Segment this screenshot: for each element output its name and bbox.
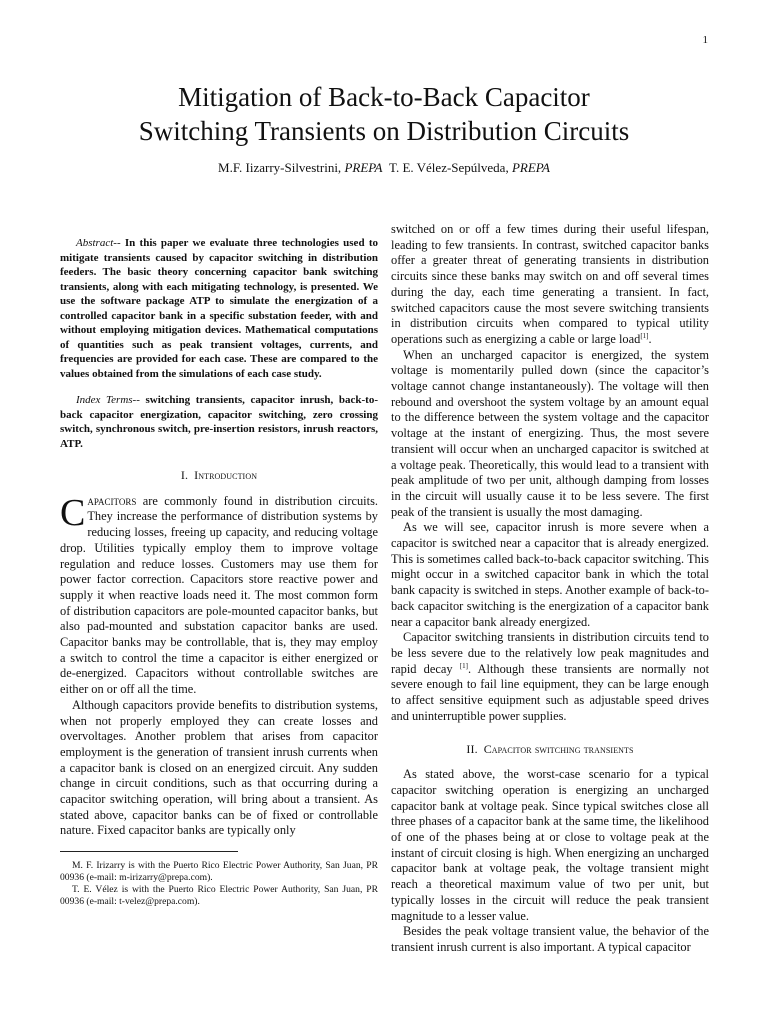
author-1-name: M.F. Iizarry-Silvestrini, — [218, 160, 345, 175]
footnote-author-2: T. E. Vélez is with the Puerto Rico Electric Power Authority, San Juan, PR 00936 (e-mail: t-velez@prepa.com). — [60, 884, 378, 908]
author-2-affiliation: PREPA — [511, 160, 550, 175]
footnote-author-1: M. F. Irizarry is with the Puerto Rico Electric Power Authority, San Juan, PR 00936 (e-mail: m-irizarry@prepa.com). — [60, 860, 378, 884]
author-2-name: T. E. Vélez-Sepúlveda, — [388, 160, 512, 175]
continued-paragraph-text: switched on or off a few times during their useful lifespan, leading to few transients. In contrast, switched capacitor banks offer a greater threat of generating transients in distribution circuits since these banks may switch on and off several times during the day, each time generating a transient. In fact, switched capacitors cause the most severe switching transients in distribution circuits when compared to typical utility operations such as energizing a cable or large load — [391, 222, 709, 346]
intro-paragraph-1 — [60, 491, 378, 698]
abstract-text: In this paper we evaluate three technologies used to mitigate transients caused by capacitor switching in distribution feeders. The basic theory concerning capacitor bank switching transients, along with each mitigating technology, is presented. We use the software package ATP to simulate the energization of a controlled capacitor bank in a specific substation feeder, with and without employing mitigation devices. Mathematical computations of quantities such as peak transient voltages, currents, and frequencies are provided for each case. These are compared to the values obtained from the simulations of each case study. — [60, 237, 378, 380]
paragraph-back-to-back: As we will see, capacitor inrush is more severe when a capacitor is switched near a capacitor that is already energized. This is sometimes called back-to-back capacitor switching. This might occur in a switched capacitor bank in which the total bank capacity is switched in steps. Another example of back-to-back capacitor switching is the energization of a capacitor bank near a capacitor bank already energized. — [391, 520, 709, 629]
section-number: I. — [180, 468, 189, 482]
section-number: II. — [466, 741, 478, 756]
drop-cap-continuation: apacitors — [87, 493, 137, 508]
paragraph-distribution-transients — [391, 630, 709, 724]
citation-ref: [1] — [640, 331, 649, 340]
title-line-1: Mitigation of Back-to-Back Capacitor — [178, 82, 590, 112]
section2-paragraph-2: Besides the peak voltage transient value, the behavior of the transient inrush current is also important. A typical capacitor — [391, 924, 709, 954]
continued-paragraph-end: . — [648, 331, 652, 346]
paragraph-uncharged-capacitor: When an uncharged capacitor is energized, the system voltage is momentarily pulled down (since the capacitor’s voltage cannot change instantaneously). The voltage will then rebound and overshoot the system voltage by an amount equal to the difference between the system voltage and the capacitor voltage at the instant of energizing. Thus, the most severe transient will occur when an uncharged capacitor is switched at a voltage peak. Theoretically, this would lead to a transient with peak amplitude of two per unit, although damping from losses in the circuit will usually cause it to be less severe. The first peak of the transient is usually the most damaging. — [391, 347, 709, 519]
intro-paragraph-2: Although capacitors provide benefits to distribution systems, when not properly employed they can create losses and overvoltages. Another problem that arises from capacitor employment is the generation of transient inrush currents when a capacitor bank is closed on an energized circuit. Any sudden change in circuit conditions, such as that occurring during a capacitor switching operation, will bring about a transient. As stated above, capacitor banks can be of fixed or controllable nature. Fixed capacitor banks are typically only — [60, 697, 378, 838]
section-title: Capacitor switching transients — [483, 741, 634, 756]
paragraph-distribution-transients-a: Capacitor switching transients in distribution circuits tend to be less severe due to the relatively low peak magnitudes and rapid decay — [391, 630, 709, 676]
section-title: Introduction — [194, 468, 258, 482]
page-number: 1 — [702, 34, 708, 46]
continued-paragraph — [391, 222, 709, 348]
footnote-divider — [60, 851, 238, 852]
title-line-2: Switching Transients on Distribution Circuits — [138, 116, 630, 146]
right-column — [391, 222, 709, 956]
citation-ref: [1] — [459, 661, 468, 670]
index-terms-text: switching transients, capacitor inrush, back-to-back capacitor energization, capacitor switching, zero crossing switch, synchronous switch, pre-insertion resistors, inrush reactors, ATP. — [60, 394, 378, 450]
drop-cap: C — [60, 491, 86, 534]
section2-paragraph-1: As stated above, the worst-case scenario for a typical capacitor switching operation is energizing an uncharged capacitor bank at voltage peak. Since typical switches close all three phases of a capacitor bank at the same time, the likelihood of one of the phases being at or close to voltage peak at the instant of circuit closing is high. When energizing an uncharged capacitor bank at voltage peak, the voltage transient might reach a theoretical maximum value of two per unit, but typically losses in the circuit will reduce the peak transient magnitude to a lesser value. — [391, 767, 709, 923]
section-heading-introduction — [60, 468, 378, 484]
abstract-label: Abstract-- — [76, 237, 121, 249]
author-1-affiliation: PREPA — [344, 160, 383, 175]
index-terms-label: Index Terms-- — [76, 394, 140, 406]
abstract — [60, 236, 378, 381]
paragraph-distribution-transients-b: . Although these transients are normally not severe enough to fail line equipment, they can be large enough to affect sensitive equipment such as adjustable speed drives and uninterruptible power supplies. — [391, 661, 710, 723]
intro-paragraph-1-text: are commonly found in distribution circuits. They increase the performance of distribution systems by reducing losses, freeing up capacity, and reducing voltage drop. Utilities typically employ them to improve voltage regulation and reduce losses. Customers may use them for power factor correction. Capacitors store reactive power and supply it when reactive loads need it. The most common form of distribution capacitors are pole-mounted capacitor banks, but also pad-mounted and substation capacitor banks are used. Capacitor banks may be controllable, that is, they may employ a switch to control the time a capacitor is either energized or de-energized. Capacitors without controllable switches are either on or off all the time. — [60, 493, 378, 697]
author-line — [0, 160, 768, 176]
paper-title — [0, 80, 768, 148]
left-column — [60, 234, 378, 908]
section-heading-capacitor-switching — [391, 742, 709, 758]
index-terms — [60, 393, 378, 451]
